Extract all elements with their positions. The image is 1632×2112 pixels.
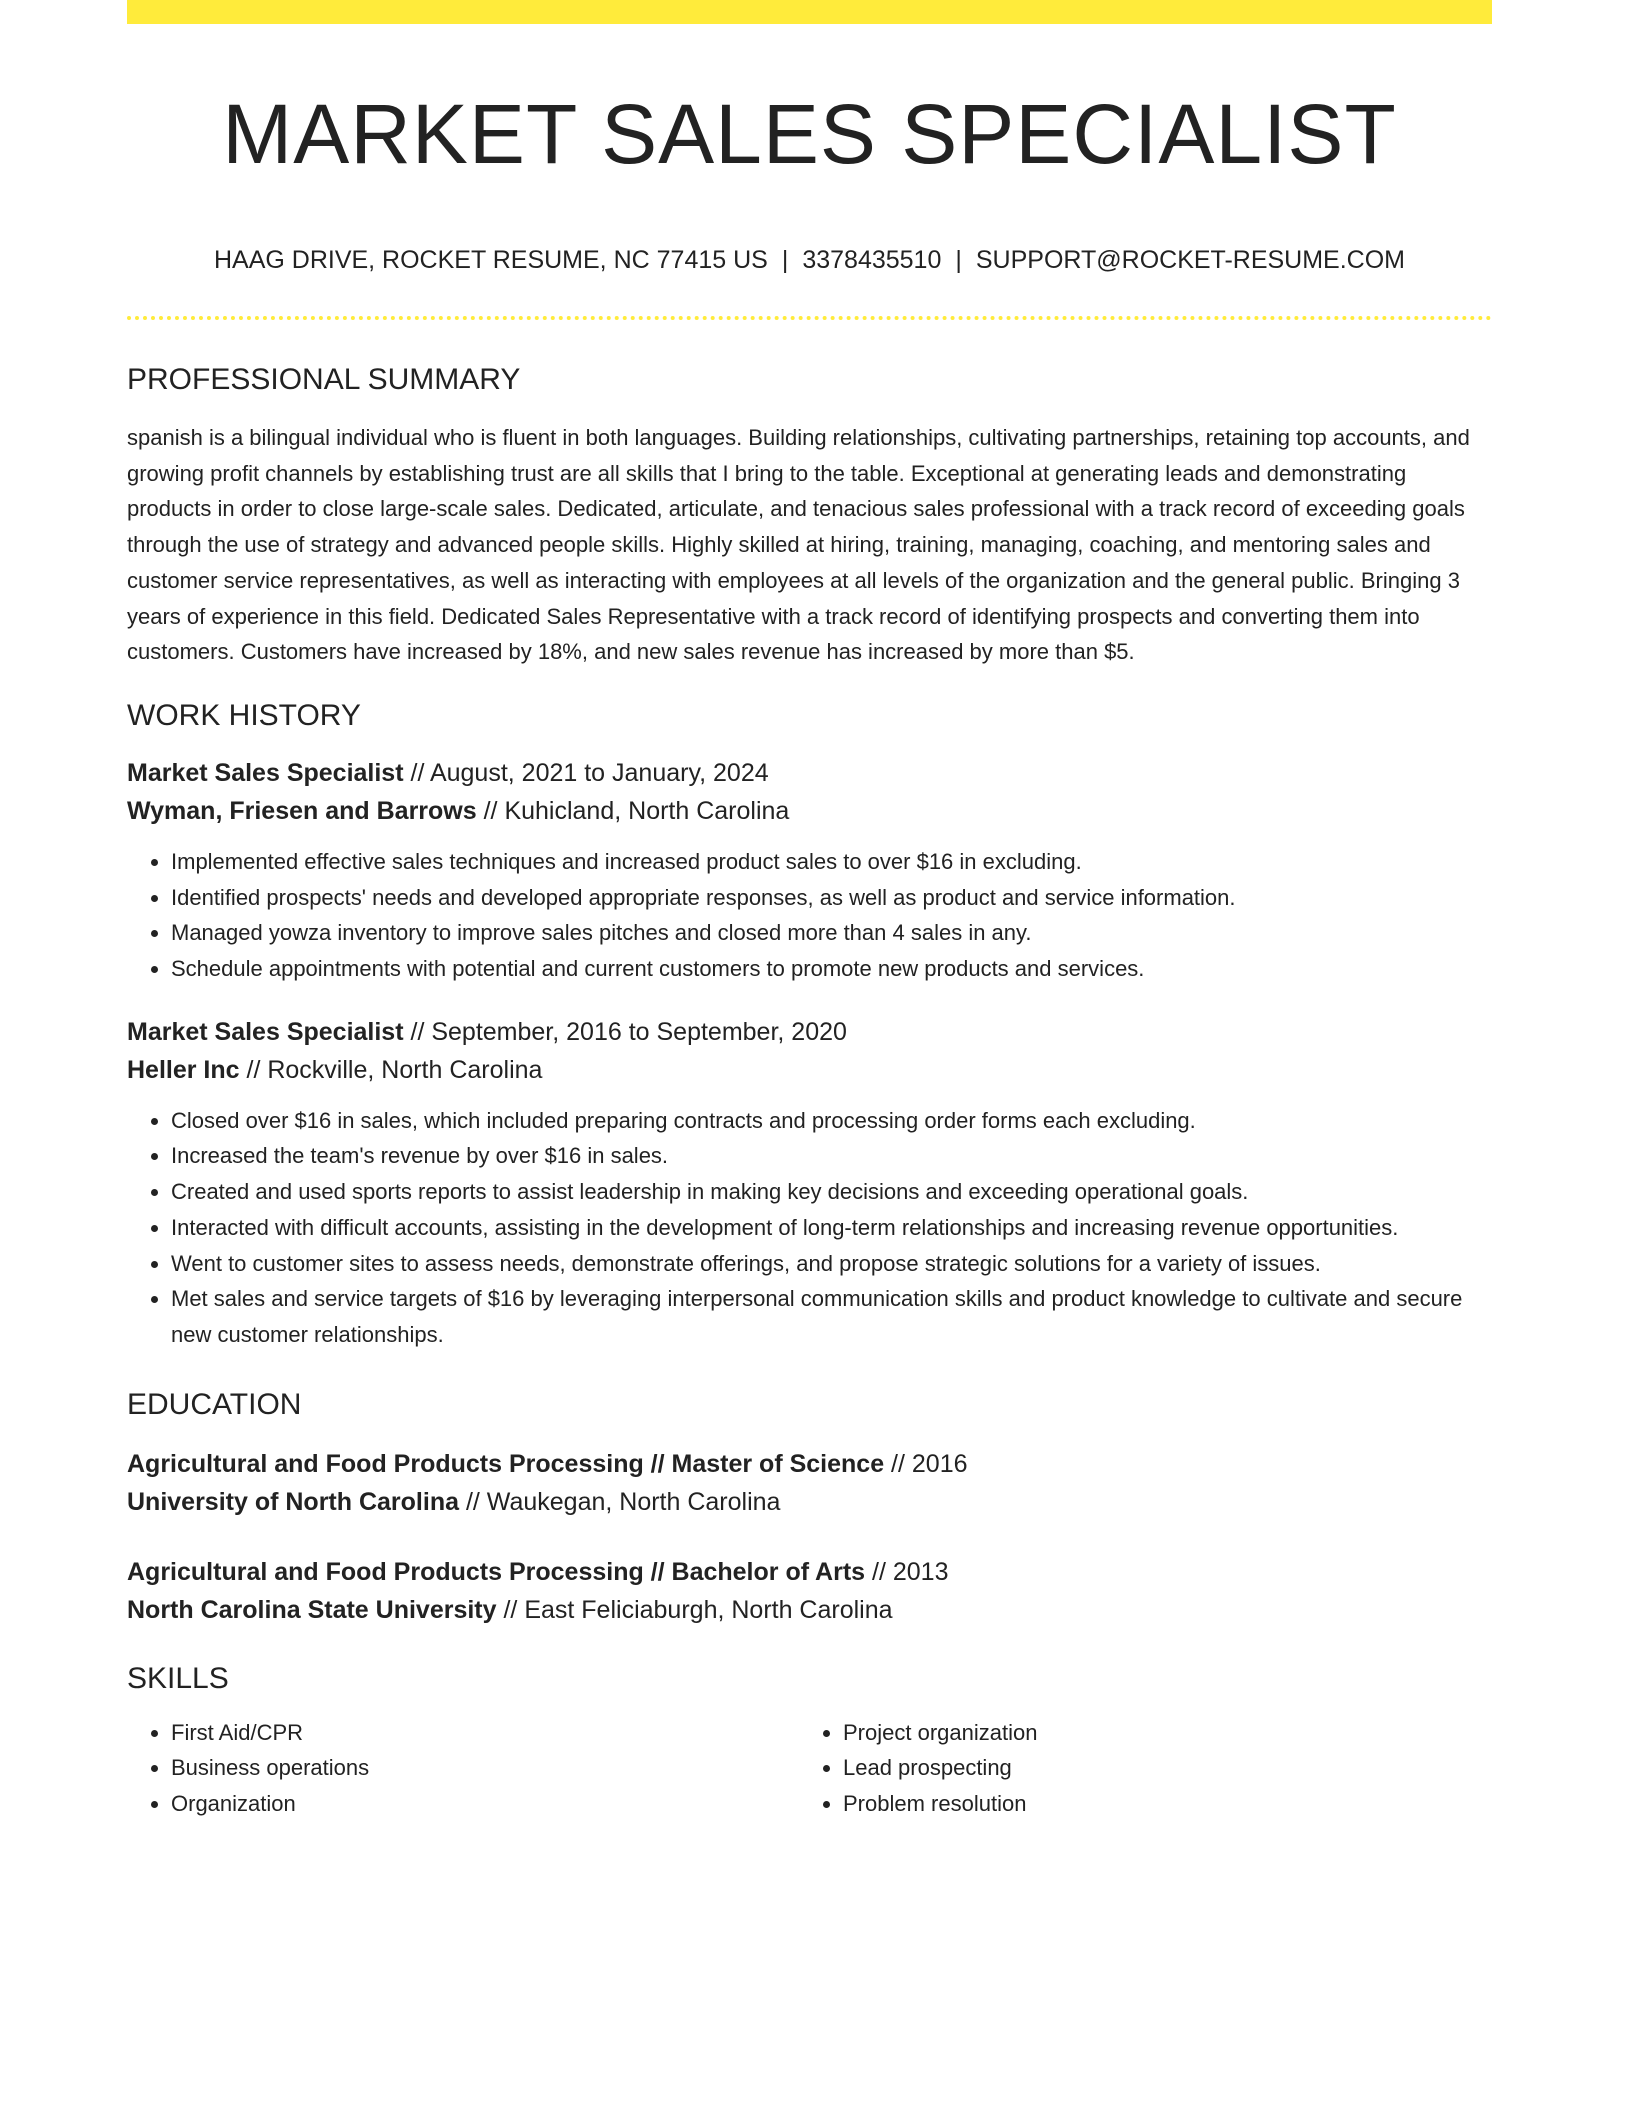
degree-line xyxy=(127,1445,1492,1483)
degree-line xyxy=(127,1553,1492,1591)
list-item: • Increased the team's revenue by over $16 in sales. xyxy=(171,1138,1492,1174)
degree-year: // 2013 xyxy=(865,1557,949,1586)
skill-item: • Problem resolution xyxy=(843,1786,1471,1822)
list-item: • Created and used sports reports to assist leadership in making key decisions and exceeding operational goals. xyxy=(171,1174,1492,1210)
job-title-line xyxy=(127,754,1492,792)
list-item: • Met sales and service targets of $16 by leveraging interpersonal communication skills and product knowledge to cultivate and secure new customer relationships. xyxy=(171,1281,1492,1352)
resume-title: MARKET SALES SPECIALIST xyxy=(222,87,1397,181)
job-company: Wyman, Friesen and Barrows xyxy=(127,796,477,825)
skills-left-column xyxy=(127,1715,799,1822)
skills-right-column xyxy=(799,1715,1471,1822)
job-company: Heller Inc xyxy=(127,1055,240,1084)
job-company-line xyxy=(127,792,1492,830)
degree-year: // 2016 xyxy=(884,1449,968,1478)
job-entry-2 xyxy=(127,1013,1492,1089)
summary-text: spanish is a bilingual individual who is fluent in both languages. Building relationships, cultivating partnerships, retaining top accounts, and growing profit channels by establishing trust are all skills that I bring to the table. Exceptional at generating leads and demonstrating products in order to close large-scale sales. Dedicated, articulate, and tenacious sales professional with a track record of exceeding goals through the use of strategy and advanced people skills. Highly skilled at hiring, training, managing, coaching, and mentoring sales and customer service representatives, as well as interacting with employees at all levels of the organization and the general public. Bringing 3 years of experience in this field. Dedicated Sales Representative with a track record of identifying prospects and converting them into customers. Customers have increased by 18%, and new sales revenue has increased by more than $5. xyxy=(127,425,1470,665)
list-item: • Interacted with difficult accounts, assisting in the development of long-term relationships and increasing revenue opportunities. xyxy=(171,1210,1492,1246)
skill-item: • Business operations xyxy=(171,1750,799,1786)
job-dates: // August, 2021 to January, 2024 xyxy=(403,758,769,787)
job-2-bullets xyxy=(127,1103,1492,1353)
job-1-bullets xyxy=(127,844,1492,987)
list-item: • Schedule appointments with potential and current customers to promote new products and services. xyxy=(171,951,1492,987)
job-company-line xyxy=(127,1051,1492,1089)
school-line xyxy=(127,1591,1492,1629)
skill-item: • First Aid/CPR xyxy=(171,1715,799,1751)
contact-address: HAAG DRIVE, ROCKET RESUME, NC 77415 US xyxy=(213,246,768,274)
education-entry-2 xyxy=(127,1553,1492,1629)
list-item: • Closed over $16 in sales, which included preparing contracts and processing order forms each excluding. xyxy=(171,1103,1492,1139)
skills-heading: SKILLS xyxy=(127,1661,229,1695)
education-heading: EDUCATION xyxy=(127,1387,302,1421)
skill-item: • Project organization xyxy=(843,1715,1471,1751)
job-location: // Rockville, North Carolina xyxy=(239,1055,543,1084)
degree-name: Agricultural and Food Products Processing // Bachelor of Arts xyxy=(127,1557,866,1586)
school-location: // East Feliciaburgh, North Carolina xyxy=(496,1595,893,1624)
contact-separator: | xyxy=(955,246,962,274)
list-item: • Managed yowza inventory to improve sales pitches and closed more than 4 sales in any. xyxy=(171,915,1492,951)
job-dates: // September, 2016 to September, 2020 xyxy=(403,1017,847,1046)
list-item: • Went to customer sites to assess needs, demonstrate offerings, and propose strategic solutions for a variety of issues. xyxy=(171,1246,1492,1282)
contact-email: SUPPORT@ROCKET-RESUME.COM xyxy=(975,246,1406,274)
school-name: North Carolina State University xyxy=(127,1595,497,1624)
job-location: // Kuhicland, North Carolina xyxy=(476,796,790,825)
dotted-divider xyxy=(127,316,1492,320)
job-entry-1 xyxy=(127,754,1492,830)
contact-phone: 3378435510 xyxy=(802,246,942,274)
skills-grid xyxy=(127,1715,1492,1822)
work-history-heading: WORK HISTORY xyxy=(127,698,361,732)
list-item: • Implemented effective sales techniques and increased product sales to over $16 in excluding. xyxy=(171,844,1492,880)
degree-name: Agricultural and Food Products Processing // Master of Science xyxy=(127,1449,885,1478)
job-title-line xyxy=(127,1013,1492,1051)
school-name: University of North Carolina xyxy=(127,1487,459,1516)
contact-line xyxy=(127,244,1492,276)
contact-separator: | xyxy=(781,246,789,274)
resume-page xyxy=(127,0,1492,1822)
job-role: Market Sales Specialist xyxy=(127,1017,404,1046)
school-location: // Waukegan, North Carolina xyxy=(459,1487,781,1516)
list-item: • Identified prospects' needs and developed appropriate responses, as well as product and service information. xyxy=(171,880,1492,916)
job-role: Market Sales Specialist xyxy=(127,758,404,787)
accent-top-bar xyxy=(127,0,1492,24)
summary-heading: PROFESSIONAL SUMMARY xyxy=(127,363,521,396)
skill-item: • Organization xyxy=(171,1786,799,1822)
skill-item: • Lead prospecting xyxy=(843,1750,1471,1786)
education-entry-1 xyxy=(127,1445,1492,1521)
school-line xyxy=(127,1483,1492,1521)
